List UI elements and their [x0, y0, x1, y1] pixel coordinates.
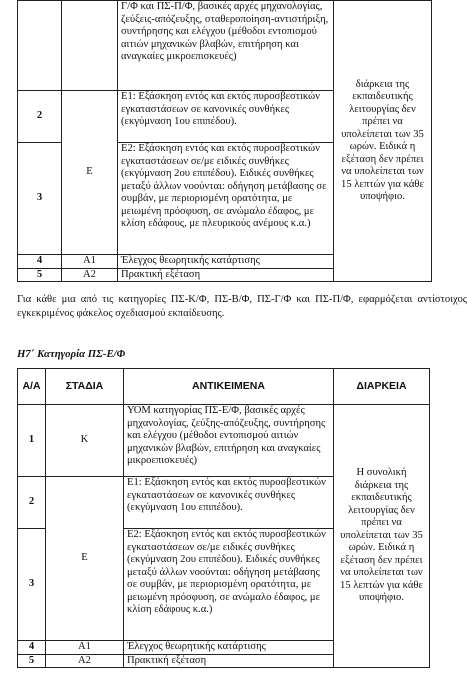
table-header-row	[18, 369, 430, 405]
row-stage: Κ	[46, 405, 124, 477]
row-number: 5	[18, 268, 62, 282]
row-content: Πρακτική εξέταση	[118, 268, 334, 282]
row-content: Γ/Φ και ΠΣ-Π/Φ, βασικές αρχές μηχανολογίας, ζεύξεις-απόζευξης, σταθεροποίηση-αντιστήριξη, συντήρησης και ελέγχου (μέθοδοι εντοπισμού αιτιών μηχανικών βλαβών, επιτήρηση και αναγκαίες μικροεπισκευές)	[118, 1, 334, 91]
row-number: 1	[18, 405, 46, 477]
row-stage	[62, 1, 118, 91]
row-content: Έλεγχος θεωρητικής κατάρτισης	[118, 255, 334, 269]
row-number: 2	[18, 91, 62, 143]
top-table	[17, 0, 432, 282]
row-number: 4	[18, 641, 46, 655]
col-header-num: Α/Α	[18, 369, 46, 405]
row-number: 5	[18, 654, 46, 668]
section-heading: Η7΄ Κατηγορία ΠΣ-Ε/Φ	[17, 348, 126, 360]
bottom-table	[17, 368, 430, 668]
table-row	[18, 1, 432, 91]
row-number: 2	[18, 477, 46, 529]
row-content: Ε1: Εξάσκηση εντός και εκτός πυροσβεστικών εγκαταστάσεων σε κανονικές συνθήκες (εκγύμναση 1ου επιπέδου).	[124, 477, 334, 529]
row-number: 3	[18, 529, 46, 641]
row-stage: Α2	[46, 654, 124, 668]
table-row	[18, 405, 430, 477]
paragraph: Για κάθε μια από τις κατηγορίες ΠΣ-Κ/Φ, ΠΣ-Β/Φ, ΠΣ-Γ/Φ και ΠΣ-Π/Φ, εφαρμόζεται αντίστοιχος εγκεκριμένος φάκελος σχεδιασμού εκπαίδευσης.	[17, 294, 467, 319]
row-stage: Α1	[46, 641, 124, 655]
row-stage: Ε	[62, 91, 118, 255]
row-number: 3	[18, 143, 62, 255]
row-stage: Α1	[62, 255, 118, 269]
col-header-stage: ΣΤΑΔΙΑ	[46, 369, 124, 405]
duration-cell: Η συνολική διάρκεια της εκπαιδευτικής λειτουργίας δεν πρέπει να υπολείπεται των 35 ωρών. Ειδικά η εξέταση δεν πρέπει να υπολείπεται των 15 λεπτών για κάθε υποψήφιο.	[334, 405, 430, 668]
row-content: Έλεγχος θεωρητικής κατάρτισης	[124, 641, 334, 655]
col-header-duration: ΔΙΑΡΚΕΙΑ	[334, 369, 430, 405]
row-stage: Α2	[62, 268, 118, 282]
row-number	[18, 1, 62, 91]
row-content: ΥΟΜ κατηγορίας ΠΣ-Ε/Φ, βασικές αρχές μηχανολογίας, ζεύξης-απόζευξης, συντήρησης και ελέγχου (μέθοδοι εντοπισμού αιτιών μηχανικών βλαβών, επιτήρηση και αναγκαίες μικροεπισκευές)	[124, 405, 334, 477]
col-header-content: ΑΝΤΙΚΕΙΜΕΝΑ	[124, 369, 334, 405]
row-number: 4	[18, 255, 62, 269]
row-content: Ε2: Εξάσκηση εντός και εκτός πυροσβεστικών εγκαταστάσεων σε/με ειδικές συνθήκες (εκγύμναση 2ου επιπέδου). Ειδικές συνθήκες μεταξύ άλλων νοούνται: οδήγηση μετάβασης σε συμβάν, με περιορισμένη ορατότητα, με μειωμένη πρόσφυση, σε ανώμαλο έδαφος, με κλίση εδάφους κ.α.)	[124, 529, 334, 641]
row-content: Ε2: Εξάσκηση εντός και εκτός πυροσβεστικών εγκαταστάσεων σε/με ειδικές συνθήκες (εκγύμναση 2ου επιπέδου). Ειδικές συνθήκες μεταξύ άλλων νοούνται: οδήγηση μετάβασης σε συμβάν, με περιορισμένη ορατότητα, με μειωμένη πρόσφυση, σε ανώμαλο έδαφος, με κλίση εδάφους, με πλευρικούς ανέμους κ.α.)	[118, 143, 334, 255]
row-content: Ε1: Εξάσκηση εντός και εκτός πυροσβεστικών εγκαταστάσεων σε κανονικές συνθήκες (εκγύμναση 1ου επιπέδου).	[118, 91, 334, 143]
row-stage: Ε	[46, 477, 124, 641]
row-content: Πρακτική εξέταση	[124, 654, 334, 668]
duration-cell: διάρκεια της εκπαιδευτικής λειτουργίας δεν πρέπει να υπολείπεται των 35 ωρών. Ειδικά η εξέταση δεν πρέπει να υπολείπεται των 15 λεπτών για κάθε υποψήφιο.	[334, 1, 432, 282]
